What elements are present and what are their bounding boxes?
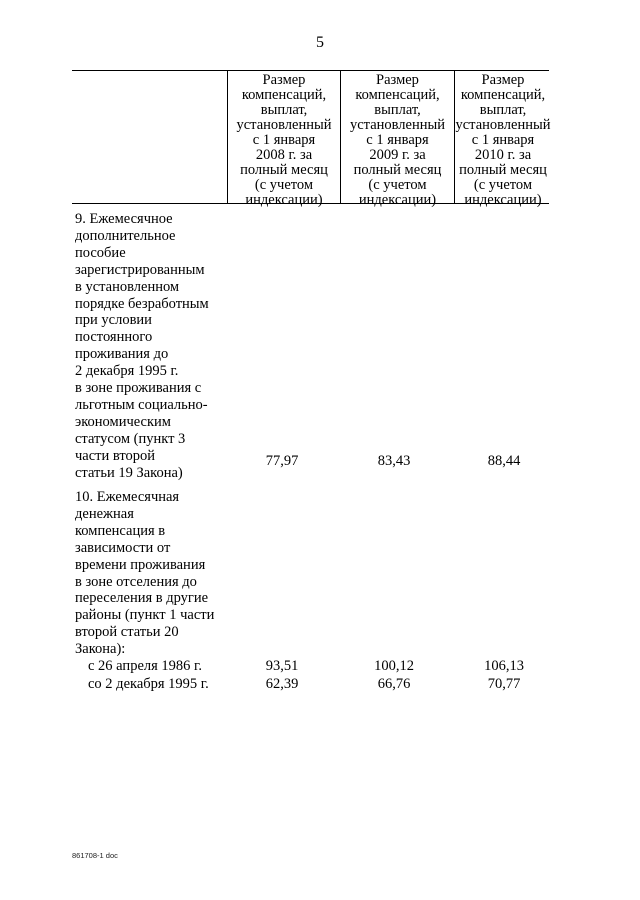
table-header (72, 70, 551, 208)
row-10-1986-value-2008: 93,51 (265, 658, 299, 674)
row-10-1995-value-2008: 62,39 (265, 676, 299, 692)
row-10-1986-value-2009: 100,12 (374, 658, 414, 674)
column-header-2010: Размер компенсаций, выплат, установленный с 1 января 2010 г. за полный месяц (с учетом индексации) (455, 72, 551, 208)
row-9-value-2009: 83,43 (377, 453, 411, 469)
row-10-1995-value-2009: 66,76 (377, 676, 411, 692)
column-header-2009: Размер компенсаций, выплат, установленный с 1 января 2009 г. за полный месяц (с учетом индексации) (340, 71, 454, 203)
page-number: 5 (316, 34, 324, 51)
row-10-1986-value-2010: 106,13 (484, 658, 524, 674)
row-10-1995-value-2010: 70,77 (487, 676, 521, 692)
row-10-subrow-label-1986: с 26 апреля 1986 г. (88, 658, 202, 674)
row-9-value-2010: 88,44 (487, 453, 521, 469)
row-10-subrow-label-1995: со 2 декабря 1995 г. (88, 676, 209, 692)
document-code: 861708-1 doc (72, 851, 118, 860)
row-9-value-2008: 77,97 (265, 453, 299, 469)
column-header-2008: Размер компенсаций, выплат, установленный с 1 января 2008 г. за полный месяц (с учетом индексации) (227, 71, 340, 203)
row-10-description: 10. Ежемесячная денежная компенсация в зависимости от времени проживания в зоне отселения до переселения в другие районы (пункт 1 части второй статьи 20 Закона): (75, 489, 215, 658)
row-9-description: 9. Ежемесячное дополнительное пособие зарегистрированным в установленном порядке безработным при условии постоянного проживания до 2 декабря 1995 г. в зоне проживания с льготным социально- экономическим статусом (пункт 3 части второй статьи 19 Закона) (75, 211, 209, 481)
